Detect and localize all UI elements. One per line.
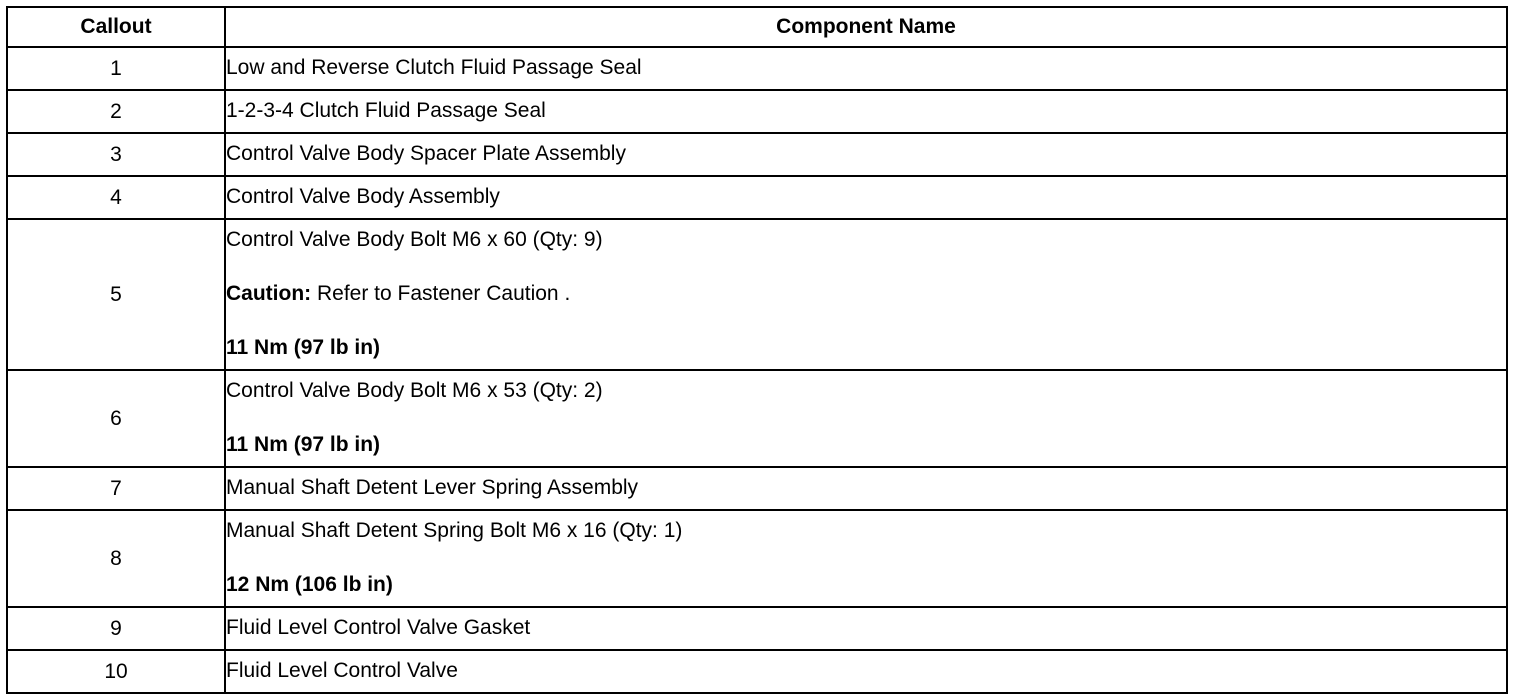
table-row [7, 467, 1507, 510]
caution-text: Refer to Fastener Caution . [311, 282, 571, 305]
caution-note [226, 274, 1506, 328]
torque-spec: 12 Nm (106 lb in) [226, 573, 393, 596]
table-row [7, 176, 1507, 219]
component-name-cell [225, 176, 1507, 219]
table-header [7, 7, 1507, 47]
component-name-cell [225, 650, 1507, 693]
component-name-column-header: Component Name [225, 7, 1507, 47]
table-row [7, 133, 1507, 176]
component-name-cell [225, 467, 1507, 510]
callout-cell: 1 [7, 47, 225, 90]
component-name-cell [225, 133, 1507, 176]
component-name: Control Valve Body Spacer Plate Assembly [226, 142, 626, 165]
component-name-cell [225, 370, 1507, 467]
component-table-container [6, 6, 1508, 694]
callout-cell: 2 [7, 90, 225, 133]
component-name: Control Valve Body Assembly [226, 185, 500, 208]
table-row [7, 510, 1507, 607]
table-row [7, 219, 1507, 370]
component-name: Manual Shaft Detent Spring Bolt M6 x 16 (Qty: 1) [226, 519, 683, 542]
table-body [7, 47, 1507, 693]
component-name: Low and Reverse Clutch Fluid Passage Seal [226, 56, 642, 79]
component-name: Control Valve Body Bolt M6 x 53 (Qty: 2) [226, 379, 603, 402]
table-row [7, 370, 1507, 467]
table-row [7, 90, 1507, 133]
component-name-cell [225, 90, 1507, 133]
callout-cell: 3 [7, 133, 225, 176]
callout-cell: 8 [7, 510, 225, 607]
callout-cell: 10 [7, 650, 225, 693]
header-row [7, 7, 1507, 47]
component-name: Control Valve Body Bolt M6 x 60 (Qty: 9) [226, 228, 603, 251]
component-table [6, 6, 1508, 694]
callout-column-header: Callout [7, 7, 225, 47]
component-name-cell [225, 219, 1507, 370]
callout-cell: 4 [7, 176, 225, 219]
component-name-cell [225, 607, 1507, 650]
component-name: Fluid Level Control Valve Gasket [226, 616, 531, 639]
torque-spec: 11 Nm (97 lb in) [226, 433, 381, 456]
component-name: 1-2-3-4 Clutch Fluid Passage Seal [226, 99, 546, 122]
component-name: Manual Shaft Detent Lever Spring Assembly [226, 476, 639, 499]
table-row [7, 607, 1507, 650]
component-name-cell [225, 47, 1507, 90]
torque-spec: 11 Nm (97 lb in) [226, 336, 381, 359]
table-row [7, 650, 1507, 693]
callout-cell: 9 [7, 607, 225, 650]
callout-cell: 7 [7, 467, 225, 510]
callout-cell: 6 [7, 370, 225, 467]
component-name-cell [225, 510, 1507, 607]
table-row [7, 47, 1507, 90]
caution-label: Caution: [226, 282, 312, 305]
component-name: Fluid Level Control Valve [226, 659, 458, 682]
callout-cell: 5 [7, 219, 225, 370]
